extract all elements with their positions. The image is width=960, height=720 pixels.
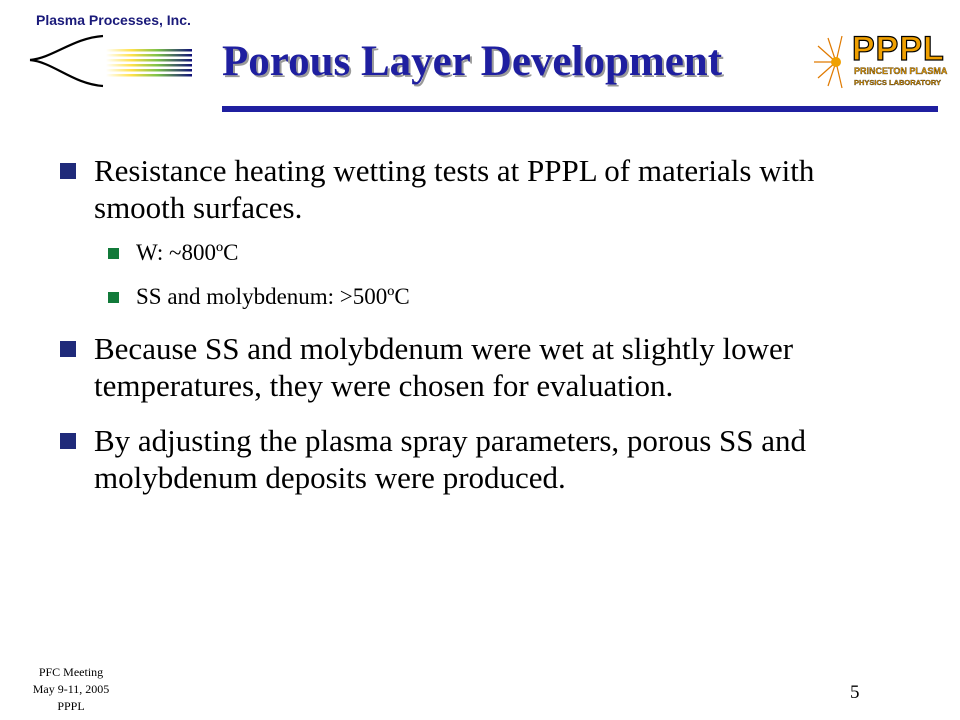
bullet-square-icon (60, 163, 76, 179)
bullet-text: Because SS and molybdenum were wet at slightly lower temperatures, they were chosen for evaluation. (94, 331, 794, 403)
sub-bullet-text: W: ~800ºC (136, 240, 239, 265)
bullet-item (60, 152, 890, 226)
bullet-square-icon (60, 341, 76, 357)
pppl-line1: PRINCETON PLASMA (854, 66, 948, 76)
page-number: 5 (850, 682, 860, 703)
bullet-text: By adjusting the plasma spray parameters, porous SS and molybdenum deposits were produced. (94, 423, 807, 495)
sub-bullet-square-icon (108, 248, 119, 259)
footer-line-2: May 9-11, 2005 (32, 682, 110, 696)
pppl-logo (812, 28, 952, 94)
bullet-text: Resistance heating wetting tests at PPPL of materials with smooth surfaces. (94, 153, 815, 225)
pppl-mark: PPPL (852, 30, 945, 68)
footer-line-3: PPPL (57, 699, 85, 713)
title-underline (222, 106, 938, 112)
pppl-line2: PHYSICS LABORATORY (854, 78, 941, 87)
footer-meeting-info (0, 664, 142, 715)
sub-bullet-text: SS and molybdenum: >500ºC (136, 284, 410, 309)
sub-bullet-square-icon (108, 292, 119, 303)
plasma-processes-logo (28, 32, 198, 92)
slide-body (60, 152, 890, 514)
bullet-item (60, 330, 890, 404)
footer-line-1: PFC Meeting (38, 665, 104, 679)
bullet-square-icon (60, 433, 76, 449)
sub-bullet-item (60, 238, 890, 268)
bullet-item (60, 422, 890, 496)
company-name: Plasma Processes, Inc. (36, 12, 191, 28)
slide-title: Porous Layer Development (222, 38, 723, 85)
sub-bullet-item (60, 282, 890, 312)
